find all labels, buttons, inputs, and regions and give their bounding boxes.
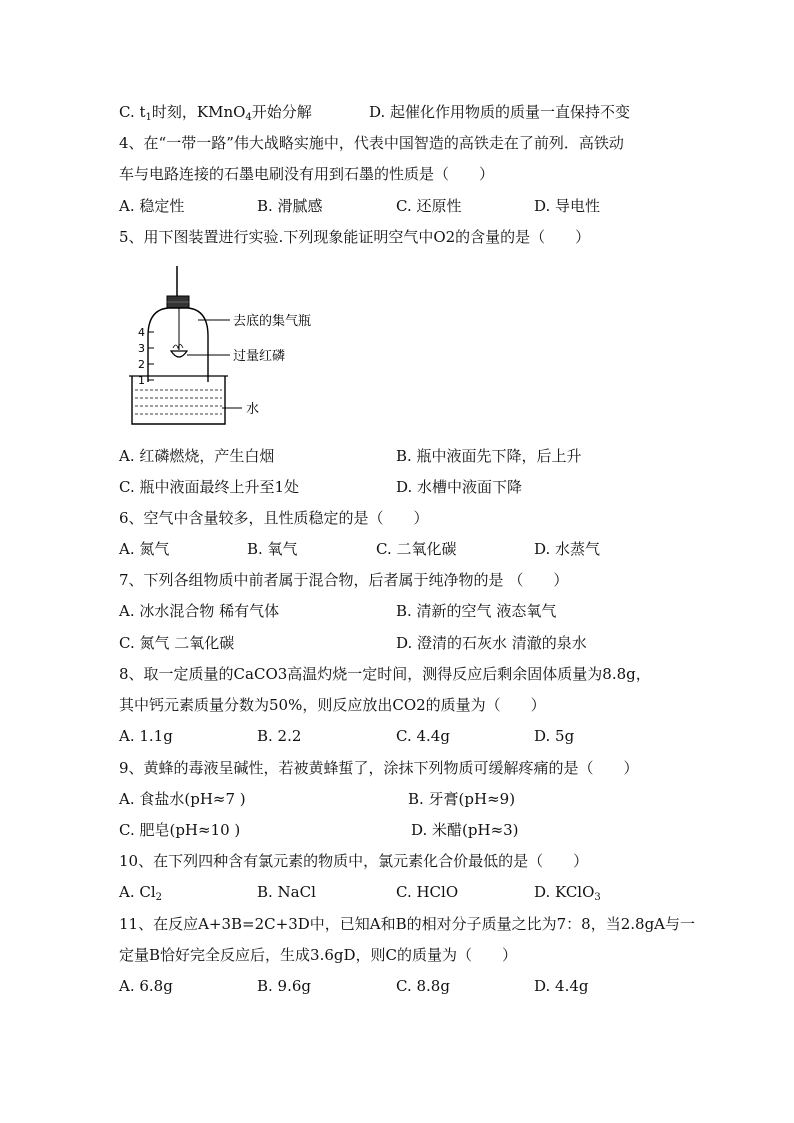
q6-option-b: B. 氧气 bbox=[247, 540, 298, 558]
q3-option-d: D. 起催化作用物质的质量一直保持不变 bbox=[369, 103, 631, 121]
q9-option-a: A. 食盐水(pH≈7 ) bbox=[119, 790, 246, 808]
q9-option-b: B. 牙膏(pH≈9) bbox=[408, 790, 516, 808]
scale-mark-3: 3 bbox=[138, 342, 145, 355]
bottomless-gas-bottle bbox=[148, 308, 208, 382]
q7-option-a: A. 冰水混合物 稀有气体 bbox=[119, 602, 280, 620]
q11-option-c: C. 8.8g bbox=[396, 977, 450, 995]
q6-option-a: A. 氮气 bbox=[119, 540, 170, 558]
q10-option-b: B. NaCl bbox=[257, 883, 316, 901]
q9-option-d: D. 米醋(pH≈3) bbox=[411, 821, 519, 839]
q4-option-d: D. 导电性 bbox=[534, 197, 601, 215]
q11-option-a: A. 6.8g bbox=[119, 977, 173, 995]
q3-option-c: C. $t_1$时刻，KMnO$_4$开始分解 bbox=[119, 103, 312, 123]
water-trough bbox=[132, 376, 225, 424]
q4-option-c: C. 还原性 bbox=[396, 197, 462, 215]
q4-option-a: A. 稳定性 bbox=[119, 197, 185, 215]
q8-option-c: C. 4.4g bbox=[396, 727, 450, 745]
q10-option-d: D. KClO$_3$ bbox=[534, 883, 601, 903]
scale-mark-4: 4 bbox=[138, 326, 145, 339]
experiment-diagram bbox=[118, 262, 358, 432]
q5-stem: 5、用下图装置进行实验.下列现象能证明空气中O2的含量的是（ ） bbox=[119, 228, 591, 246]
q7-option-d: D. 澄清的石灰水 清澈的泉水 bbox=[396, 634, 587, 652]
q7-stem: 7、下列各组物质中前者属于混合物，后者属于纯净物的是 （ ） bbox=[119, 571, 569, 589]
q8-option-b: B. 2.2 bbox=[257, 727, 302, 745]
q7-option-b: B. 清新的空气 液态氧气 bbox=[396, 602, 557, 620]
q11-stem-1: 11、在反应A+3B=2C+3D中，已知A和B的相对分子质量之比为7：8，当2.8gA与一 bbox=[119, 915, 696, 933]
q10-option-c: C. HClO bbox=[396, 883, 459, 901]
q4-stem-2: 车与电路连接的石墨电刷没有用到石墨的性质是（ ） bbox=[119, 165, 495, 183]
q5-option-c: C. 瓶中液面最终上升至1处 bbox=[119, 478, 300, 496]
q8-option-d: D. 5g bbox=[534, 727, 575, 745]
q5-option-a: A. 红磷燃烧，产生白烟 bbox=[119, 447, 275, 465]
q6-stem: 6、空气中含量较多，且性质稳定的是（ ） bbox=[119, 509, 429, 527]
water-surface bbox=[135, 390, 222, 414]
q8-stem-1: 8、取一定质量的CaCO3高温灼烧一定时间，测得反应后剩余固体质量为8.8g， bbox=[119, 665, 651, 683]
q6-option-c: C. 二氧化碳 bbox=[376, 540, 457, 558]
q8-option-a: A. 1.1g bbox=[119, 727, 173, 745]
q10-stem: 10、在下列四种含有氯元素的物质中，氯元素化合价最低的是（ ） bbox=[119, 852, 589, 870]
q8-stem-2: 其中钙元素质量分数为50%，则反应放出CO2的质量为（ ） bbox=[119, 696, 546, 714]
q10-option-a: A. $Cl_2$ bbox=[119, 883, 163, 903]
q6-option-d: D. 水蒸气 bbox=[534, 540, 601, 558]
q7-option-c: C. 氮气 二氧化碳 bbox=[119, 634, 235, 652]
q5-option-b: B. 瓶中液面先下降，后上升 bbox=[396, 447, 582, 465]
q4-stem-1: 4、在“一带一路”伟大战略实施中，代表中国智造的高铁走在了前列．高铁动 bbox=[119, 134, 624, 152]
q11-option-b: B. 9.6g bbox=[257, 977, 312, 995]
combustion-spoon bbox=[171, 351, 187, 357]
q5-option-d: D. 水槽中液面下降 bbox=[396, 478, 523, 496]
q9-option-c: C. 肥皂(pH≈10 ) bbox=[119, 821, 241, 839]
scale-mark-1: 1 bbox=[138, 374, 145, 387]
q4-option-b: B. 滑腻感 bbox=[257, 197, 323, 215]
label-bottle: 去底的集气瓶 bbox=[233, 314, 312, 329]
label-water: 水 bbox=[246, 402, 260, 417]
label-phosphorus: 过量红磷 bbox=[233, 349, 286, 364]
scale-mark-2: 2 bbox=[138, 358, 145, 371]
q11-stem-2: 定量B恰好完全反应后，生成3.6gD，则C的质量为（ ） bbox=[119, 946, 517, 964]
q9-stem: 9、黄蜂的毒液呈碱性，若被黄蜂蜇了，涂抹下列物质可缓解疼痛的是（ ） bbox=[119, 759, 639, 777]
q11-option-d: D. 4.4g bbox=[534, 977, 589, 995]
